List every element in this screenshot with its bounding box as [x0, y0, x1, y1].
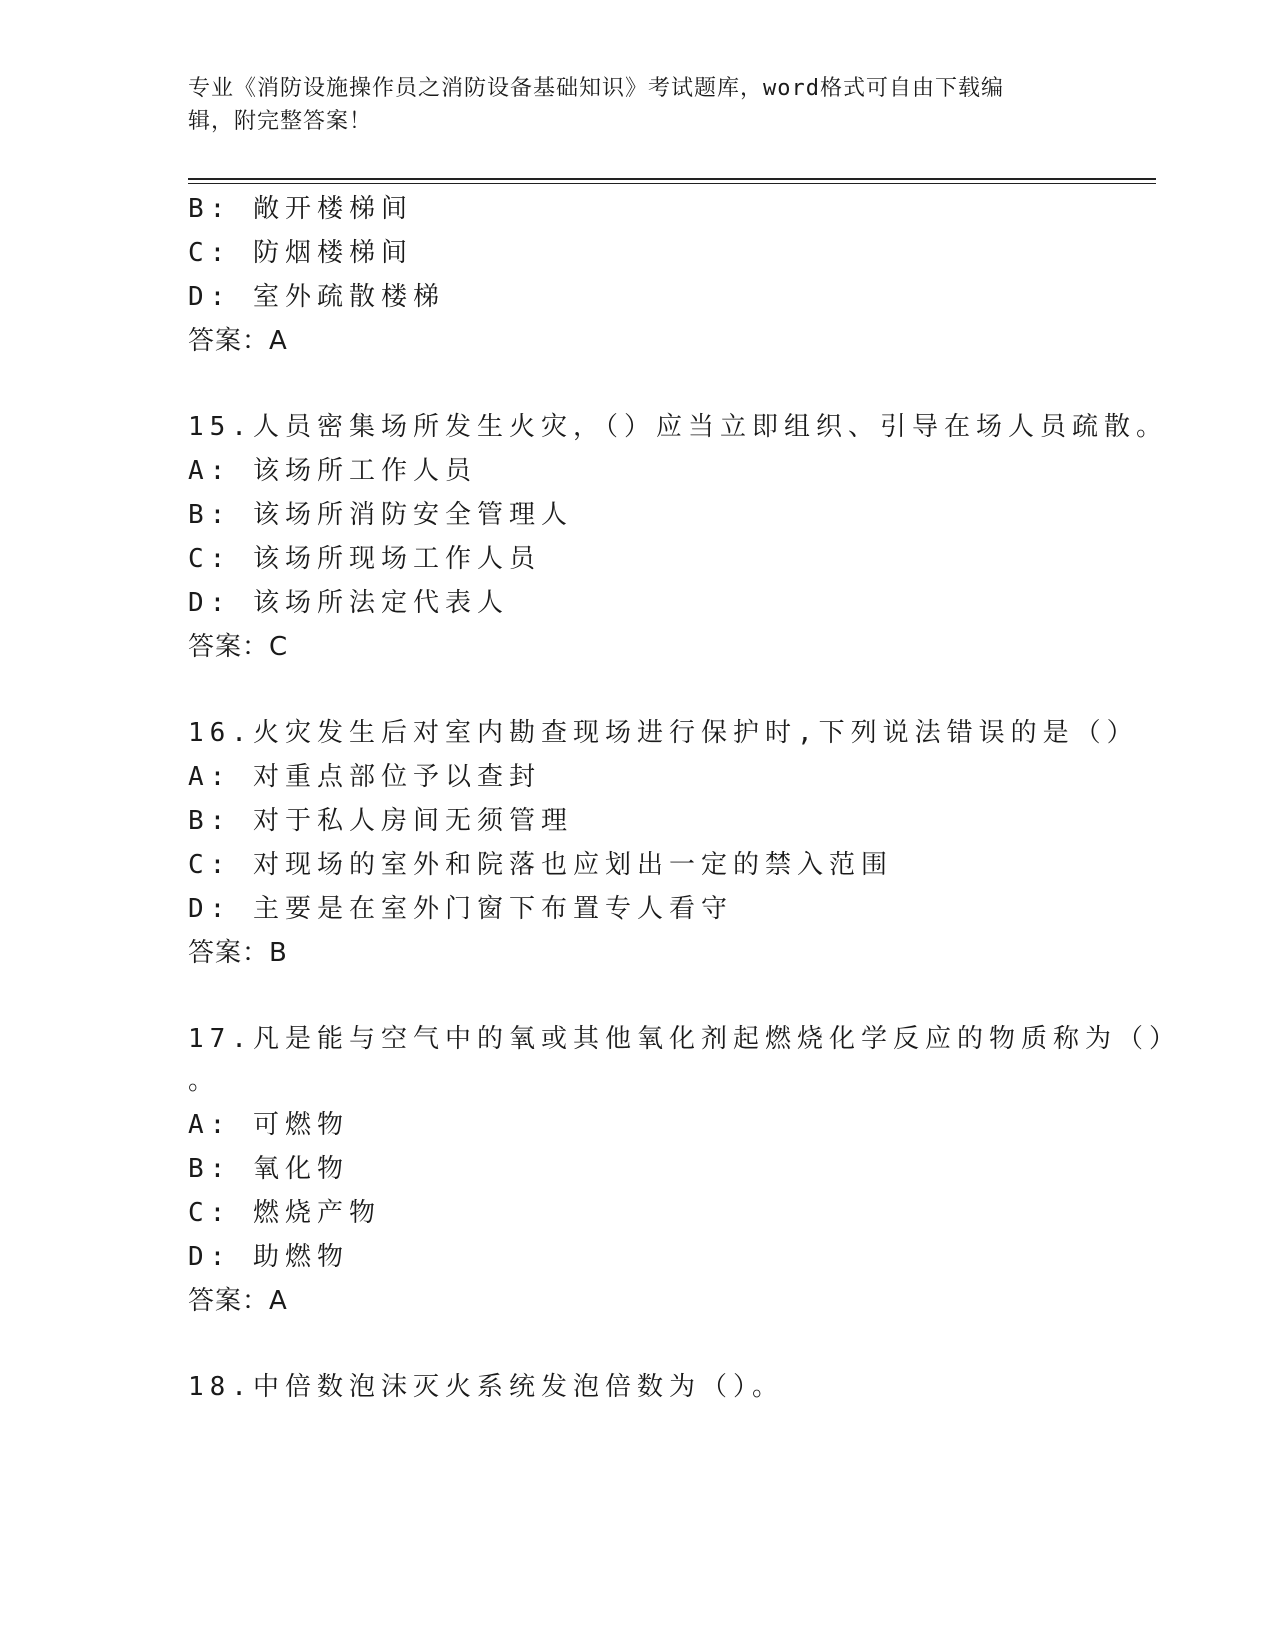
q16-answer: 答案：B — [188, 938, 288, 968]
q16-question: 16.火灾发生后对室内勘查现场进行保护时,下列说法错误的是（） — [188, 718, 1139, 748]
q17-question-continued: 。 — [188, 1066, 221, 1096]
q17-option-d: D: 助燃物 — [188, 1242, 349, 1272]
q14-answer: 答案：A — [188, 326, 288, 356]
q16-option-a: A: 对重点部位予以查封 — [188, 762, 541, 792]
q15-option-c: C: 该场所现场工作人员 — [188, 544, 541, 574]
q15-option-b: B: 该场所消防安全管理人 — [188, 500, 573, 530]
q17-answer: 答案：A — [188, 1286, 288, 1316]
q16-option-d: D: 主要是在室外门窗下布置专人看守 — [188, 894, 733, 924]
q17-question: 17.凡是能与空气中的氧或其他氧化剂起燃烧化学反应的物质称为（） — [188, 1024, 1181, 1054]
q14-option-d: D: 室外疏散楼梯 — [188, 282, 445, 312]
header-divider-thick — [188, 178, 1156, 180]
header-line-2: 辑，附完整答案！ — [188, 109, 373, 134]
q14-option-c: C: 防烟楼梯间 — [188, 238, 413, 268]
header-line-1: 专业《消防设施操作员之消防设备基础知识》考试题库，word格式可自由下载编 — [188, 76, 1004, 101]
q16-option-b: B: 对于私人房间无须管理 — [188, 806, 573, 836]
q15-option-a: A: 该场所工作人员 — [188, 456, 477, 486]
q17-option-b: B: 氧化物 — [188, 1154, 349, 1184]
header-divider-thin — [188, 183, 1156, 184]
q18-question: 18.中倍数泡沫灭火系统发泡倍数为（）。 — [188, 1372, 784, 1402]
q17-option-a: A: 可燃物 — [188, 1110, 349, 1140]
q15-question: 15.人员密集场所发生火灾，（）应当立即组织、引导在场人员疏散。 — [188, 412, 1168, 442]
q17-option-c: C: 燃烧产物 — [188, 1198, 381, 1228]
q16-option-c: C: 对现场的室外和院落也应划出一定的禁入范围 — [188, 850, 893, 880]
q15-option-d: D: 该场所法定代表人 — [188, 588, 509, 618]
document-header — [188, 72, 1068, 138]
q14-option-b: B: 敞开楼梯间 — [188, 194, 413, 224]
q15-answer: 答案：C — [188, 632, 289, 662]
